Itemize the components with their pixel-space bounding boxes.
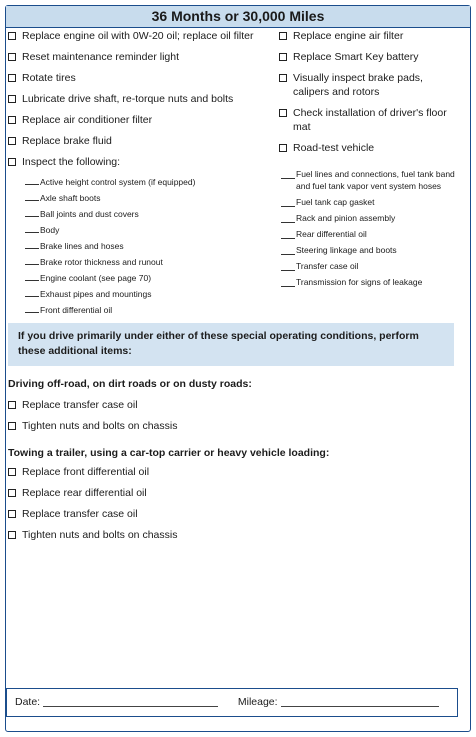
- check-blank[interactable]: [25, 286, 39, 297]
- inspect-item[interactable]: Brake rotor thickness and runout: [25, 254, 276, 270]
- inspect-item[interactable]: Ball joints and dust covers: [25, 206, 276, 222]
- checkbox[interactable]: [8, 116, 16, 124]
- check-blank[interactable]: [281, 168, 295, 179]
- left-checklist: [8, 29, 276, 318]
- mileage-label: Mileage:: [237, 696, 278, 708]
- towing-list: [8, 465, 448, 549]
- inspect-item[interactable]: Transfer case oil: [281, 260, 463, 272]
- inspect-list-left: [25, 174, 276, 318]
- inspect-item[interactable]: Body: [25, 222, 276, 238]
- checklist-item[interactable]: Tighten nuts and bolts on chassis: [8, 528, 448, 542]
- checkbox[interactable]: [279, 144, 287, 152]
- date-label: Date:: [15, 696, 41, 708]
- inspect-item[interactable]: Active height control system (if equipped): [25, 174, 276, 190]
- checklist-item[interactable]: Reset maintenance reminder light: [8, 50, 276, 64]
- checklist-item[interactable]: Replace brake fluid: [8, 134, 276, 148]
- check-blank[interactable]: [25, 190, 39, 201]
- checkbox[interactable]: [8, 53, 16, 61]
- inspect-item[interactable]: Engine coolant (see page 70): [25, 270, 276, 286]
- checkbox[interactable]: [8, 95, 16, 103]
- check-blank[interactable]: [25, 270, 39, 281]
- inspect-item[interactable]: Front differential oil: [25, 302, 276, 318]
- towing-heading: Towing a trailer, using a car-top carrier or heavy vehicle loading:: [8, 447, 330, 459]
- inspect-list-right: [281, 168, 463, 292]
- inspect-item[interactable]: Exhaust pipes and mountings: [25, 286, 276, 302]
- checklist-item[interactable]: Tighten nuts and bolts on chassis: [8, 419, 448, 433]
- checkbox[interactable]: [8, 401, 16, 409]
- check-blank[interactable]: [281, 196, 295, 207]
- checkbox[interactable]: [279, 53, 287, 61]
- inspect-item[interactable]: Rack and pinion assembly: [281, 212, 463, 224]
- checkbox[interactable]: [8, 158, 16, 166]
- inspect-item[interactable]: Transmission for signs of leakage: [281, 276, 463, 288]
- check-blank[interactable]: [281, 244, 295, 255]
- checkbox[interactable]: [8, 422, 16, 430]
- offroad-heading: Driving off-road, on dirt roads or on dusty roads:: [8, 378, 252, 390]
- checkbox[interactable]: [8, 489, 16, 497]
- check-blank[interactable]: [281, 212, 295, 223]
- checklist-item[interactable]: Replace air conditioner filter: [8, 113, 276, 127]
- checklist-item[interactable]: Road-test vehicle: [279, 141, 461, 155]
- inspect-item[interactable]: Fuel tank cap gasket: [281, 196, 463, 208]
- checkbox[interactable]: [8, 468, 16, 476]
- date-field[interactable]: [43, 697, 218, 707]
- checklist-item[interactable]: Replace engine oil with 0W-20 oil; replace oil filter: [8, 29, 276, 43]
- checklist-item[interactable]: Replace front differential oil: [8, 465, 448, 479]
- checklist-item[interactable]: Replace transfer case oil: [8, 398, 448, 412]
- check-blank[interactable]: [25, 174, 39, 185]
- checklist-item[interactable]: Replace engine air filter: [279, 29, 461, 43]
- check-blank[interactable]: [25, 302, 39, 313]
- inspect-item[interactable]: Axle shaft boots: [25, 190, 276, 206]
- checkbox[interactable]: [279, 109, 287, 117]
- checkbox[interactable]: [8, 137, 16, 145]
- check-blank[interactable]: [281, 276, 295, 287]
- check-blank[interactable]: [25, 238, 39, 249]
- checkbox[interactable]: [279, 32, 287, 40]
- special-conditions-note: If you drive primarily under either of these special operating conditions, perform these additional items:: [8, 323, 454, 366]
- checklist-item[interactable]: Replace rear differential oil: [8, 486, 448, 500]
- right-checklist: [279, 29, 461, 162]
- checklist-item[interactable]: Check installation of driver's floor mat: [279, 106, 461, 134]
- checkbox[interactable]: [8, 510, 16, 518]
- offroad-list: [8, 398, 448, 440]
- checklist-item[interactable]: Visually inspect brake pads, calipers and rotors: [279, 71, 461, 99]
- mileage-field[interactable]: [281, 697, 439, 707]
- checklist-item[interactable]: Lubricate drive shaft, re-torque nuts and bolts: [8, 92, 276, 106]
- date-mileage-footer: [6, 688, 458, 717]
- inspect-item[interactable]: Fuel lines and connections, fuel tank band and fuel tank vapor vent system hoses: [281, 168, 463, 192]
- inspect-item[interactable]: Steering linkage and boots: [281, 244, 463, 256]
- check-blank[interactable]: [25, 206, 39, 217]
- checkbox[interactable]: [8, 32, 16, 40]
- checklist-item[interactable]: Replace transfer case oil: [8, 507, 448, 521]
- check-blank[interactable]: [25, 222, 39, 233]
- checkbox[interactable]: [8, 74, 16, 82]
- check-blank[interactable]: [281, 260, 295, 271]
- check-blank[interactable]: [281, 228, 295, 239]
- checkbox[interactable]: [279, 74, 287, 82]
- check-blank[interactable]: [25, 254, 39, 265]
- inspect-item[interactable]: Rear differential oil: [281, 228, 463, 240]
- page-title: 36 Months or 30,000 Miles: [6, 6, 470, 28]
- checkbox[interactable]: [8, 531, 16, 539]
- inspect-item[interactable]: Brake lines and hoses: [25, 238, 276, 254]
- checklist-item[interactable]: Inspect the following:: [8, 155, 276, 169]
- checklist-item[interactable]: Replace Smart Key battery: [279, 50, 461, 64]
- checklist-item[interactable]: Rotate tires: [8, 71, 276, 85]
